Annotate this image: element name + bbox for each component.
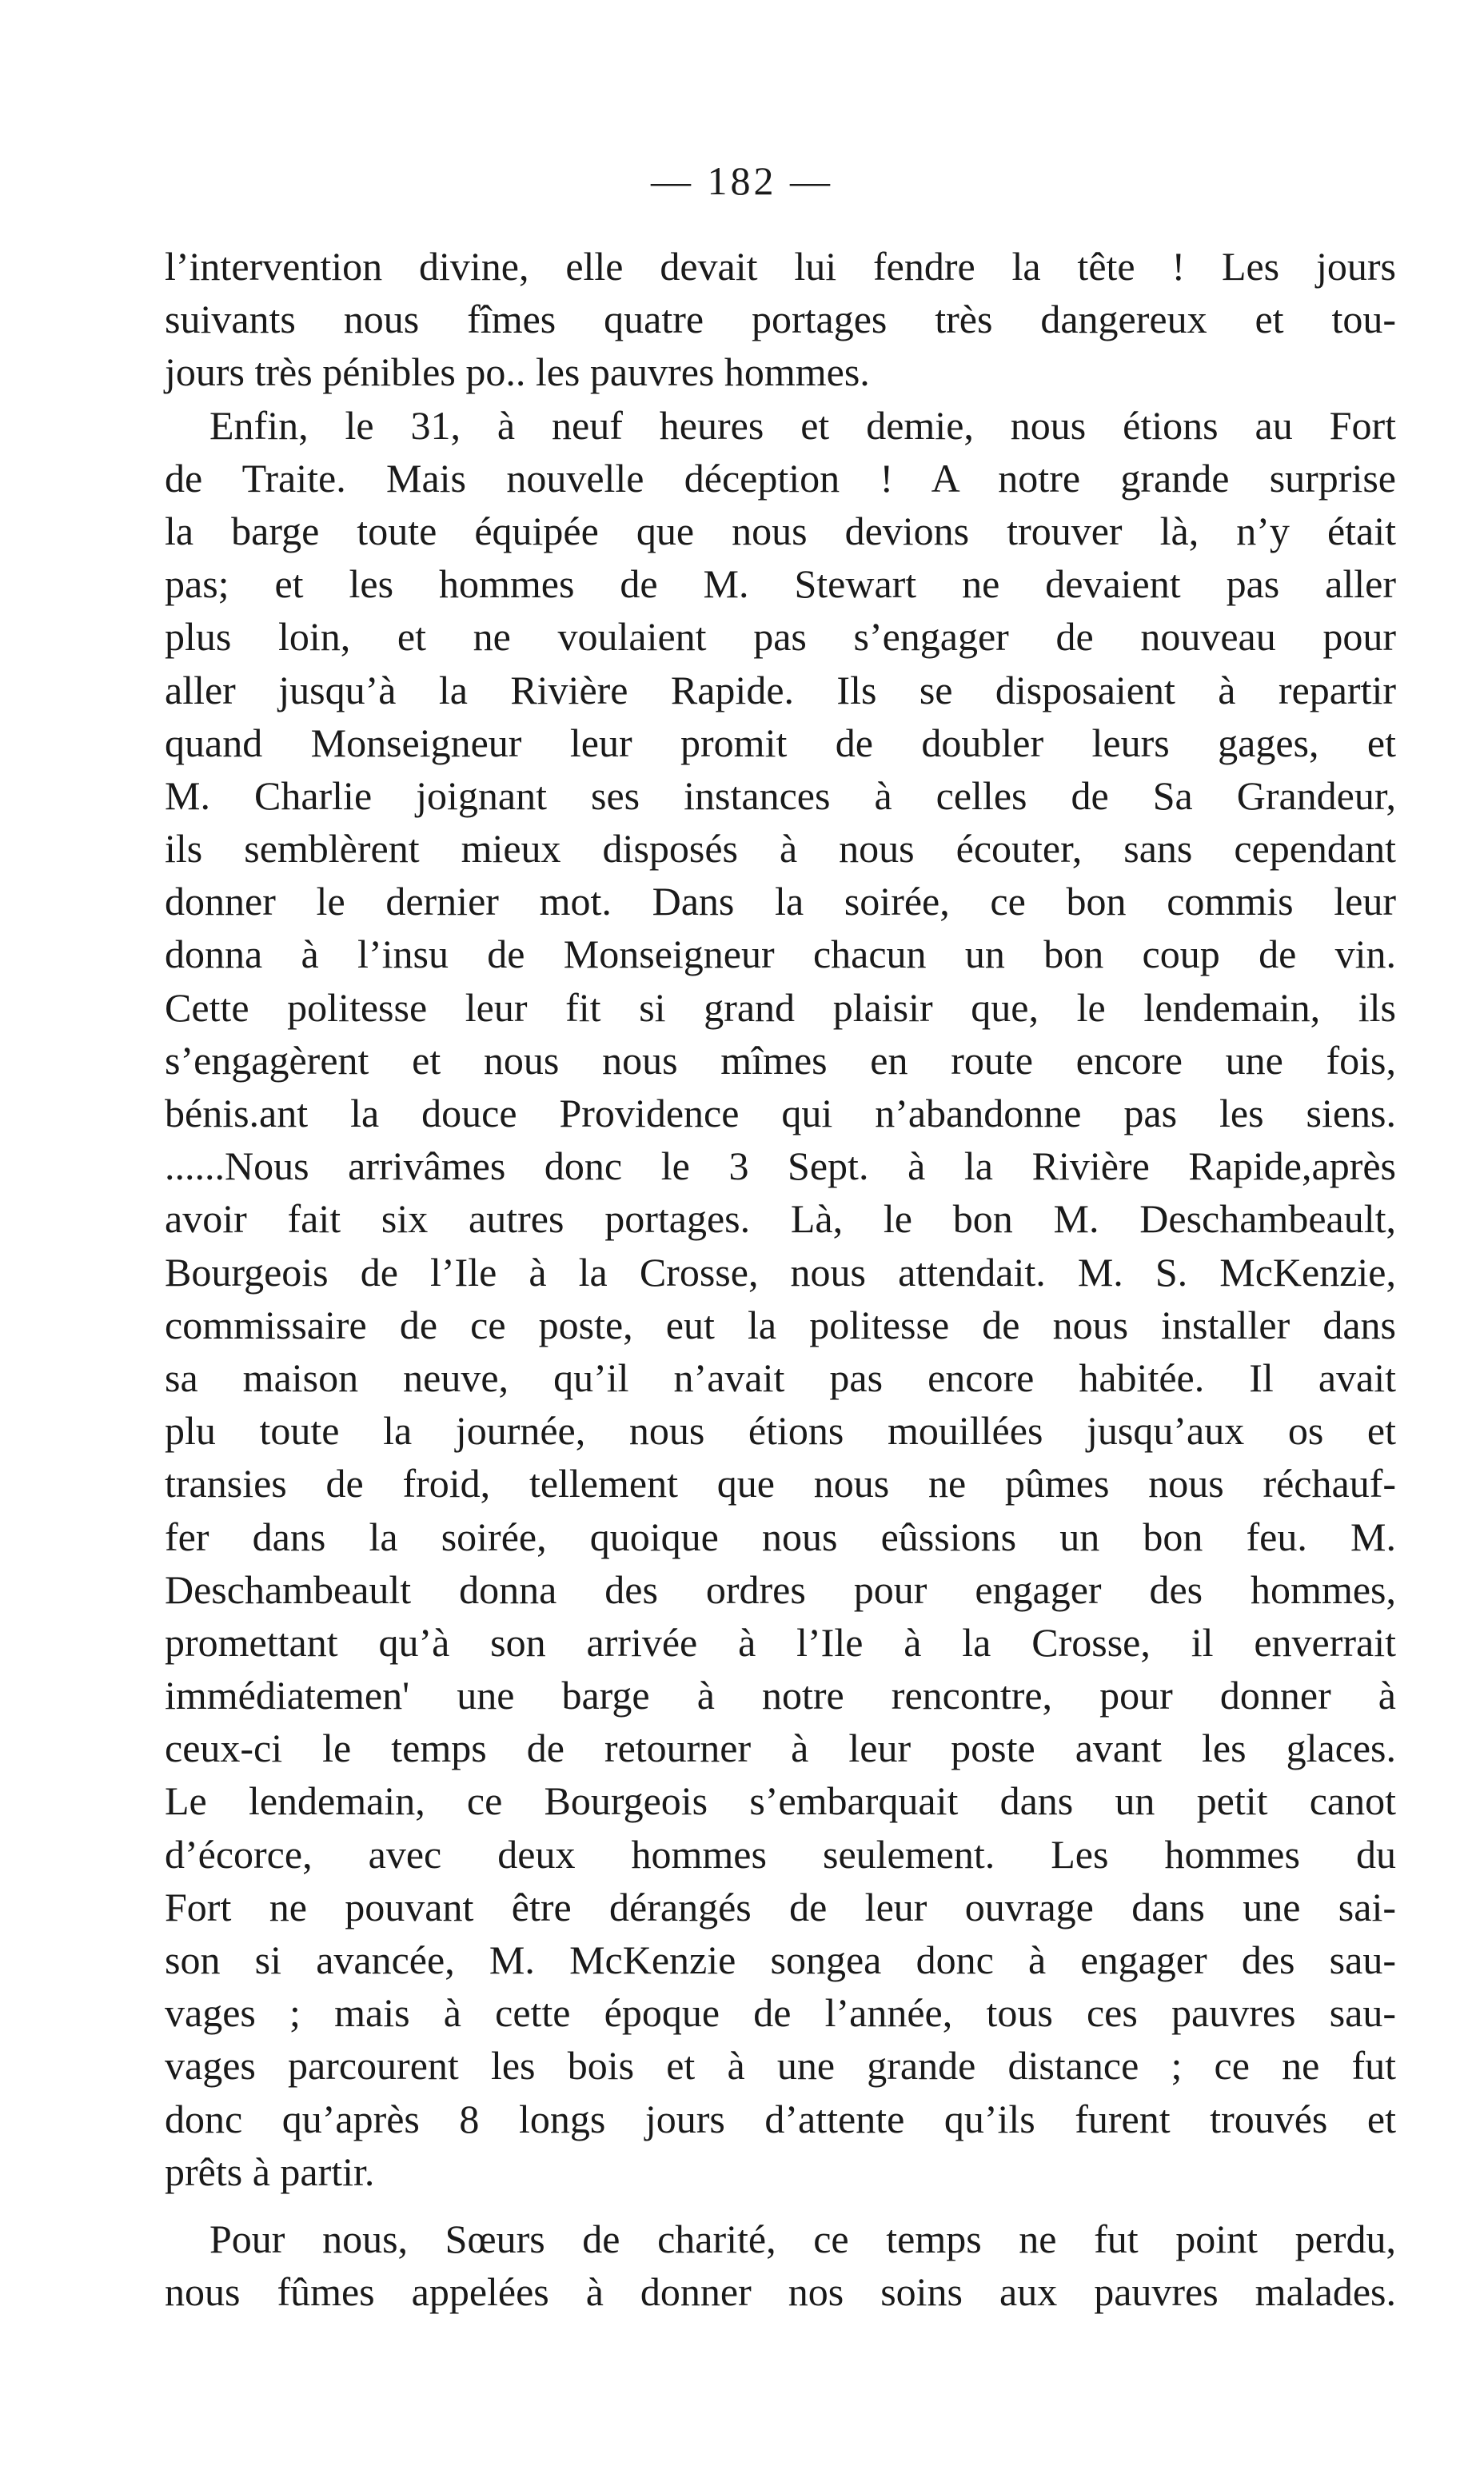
text-line: plu toute la journée, nous étions mouillées jusqu’aux os et — [165, 1408, 1396, 1454]
text-line: jours très pénibles po.. les pauvres hommes. — [165, 349, 870, 395]
text-line: plus loin, et ne voulaient pas s’engager de nouveau pour — [165, 614, 1396, 660]
text-line: ceux-ci le temps de retourner à leur poste avant les glaces. — [165, 1726, 1396, 1771]
text-line: ils semblèrent mieux disposés à nous écouter, sans cependant — [165, 826, 1396, 872]
text-line: M. Charlie joignant ses instances à celles de Sa Grandeur, — [165, 772, 1396, 818]
text-line: aller jusqu’à la Rivière Rapide. Ils se disposaient à repartir — [165, 667, 1396, 712]
paragraph — [165, 2213, 1396, 2318]
text-line: immédiatemen' une barge à notre rencontre, pour donner à — [165, 1673, 1396, 1718]
paragraph — [165, 399, 1396, 2198]
text-line: bénis.ant la douce Providence qui n’abandonne pas les siens. — [165, 1091, 1396, 1135]
text-line: d’écorce, avec deux hommes seulement. Les hommes du — [165, 1831, 1396, 1877]
text-line: son si avancée, M. McKenzie songea donc à engager des sau- — [165, 1937, 1396, 1982]
text-line: avoir fait six autres portages. Là, le bon M. Deschambeault, — [165, 1196, 1396, 1242]
text-line: la barge toute équipée que nous devions trouver là, n’y était — [165, 508, 1396, 553]
paragraph — [165, 240, 1396, 399]
text-line: sa maison neuve, qu’il n’avait pas encore habitée. Il avait — [165, 1355, 1396, 1400]
text-line: pas; et les hommes de M. Stewart ne devaient pas aller — [165, 561, 1396, 607]
text-line: Deschambeault donna des ordres pour engager des hommes, — [165, 1566, 1396, 1612]
text-line: donna à l’insu de Monseigneur chacun un bon coup de vin. — [165, 932, 1396, 977]
text-line: vages parcourent les bois et à une grande distance ; ce ne fut — [165, 2043, 1396, 2089]
text-line: nous fûmes appelées à donner nos soins aux pauvres malades. — [165, 2269, 1396, 2315]
text-line: donc qu’après 8 longs jours d’attente qu’ils furent trouvés et — [165, 2096, 1396, 2141]
text-line: suivants nous fîmes quatre portages très dangereux et tou- — [165, 297, 1396, 342]
text-line: transies de froid, tellement que nous ne pûmes nous réchauf- — [165, 1461, 1396, 1506]
text-line: Cette politesse leur fit si grand plaisir que, le lendemain, ils — [165, 984, 1396, 1030]
body-text — [165, 240, 1396, 2318]
text-line: Le lendemain, ce Bourgeois s’embarquait dans un petit canot — [165, 1778, 1396, 1824]
text-line: commissaire de ce poste, eut la politesse de nous installer dans — [165, 1302, 1396, 1347]
text-line: Fort ne pouvant être dérangés de leur ouvrage dans une sai- — [165, 1884, 1396, 1929]
page-number: — 182 — — [651, 158, 833, 203]
text-line: Bourgeois de l’Ile à la Crosse, nous attendait. M. S. McKenzie, — [165, 1249, 1396, 1295]
text-line: promettant qu’à son arrivée à l’Ile à la Crosse, il enverrait — [165, 1619, 1396, 1665]
text-line: donner le dernier mot. Dans la soirée, ce bon commis leur — [165, 879, 1396, 924]
text-line: s’engagèrent et nous nous mîmes en route encore une fois, — [165, 1037, 1396, 1083]
text-line: quand Monseigneur leur promit de doubler leurs gages, et — [165, 720, 1396, 765]
text-line: prêts à partir. — [165, 2149, 375, 2194]
text-line: Pour nous, Sœurs de charité, ce temps ne fut point perdu, — [209, 2216, 1396, 2261]
text-line: ......Nous arrivâmes donc le 3 Sept. à la Rivière Rapide,après — [165, 1143, 1396, 1189]
text-line: Enfin, le 31, à neuf heures et demie, nous étions au Fort — [209, 402, 1396, 448]
text-line: l’intervention divine, elle devait lui fendre la tête ! Les jours — [165, 244, 1396, 289]
paragraph-gap — [165, 2198, 1396, 2213]
text-line: fer dans la soirée, quoique nous eûssions un bon feu. M. — [165, 1514, 1396, 1559]
text-line: vages ; mais à cette époque de l’année, tous ces pauvres sau- — [165, 1990, 1396, 2036]
text-line: de Traite. Mais nouvelle déception ! A notre grande surprise — [165, 455, 1396, 501]
